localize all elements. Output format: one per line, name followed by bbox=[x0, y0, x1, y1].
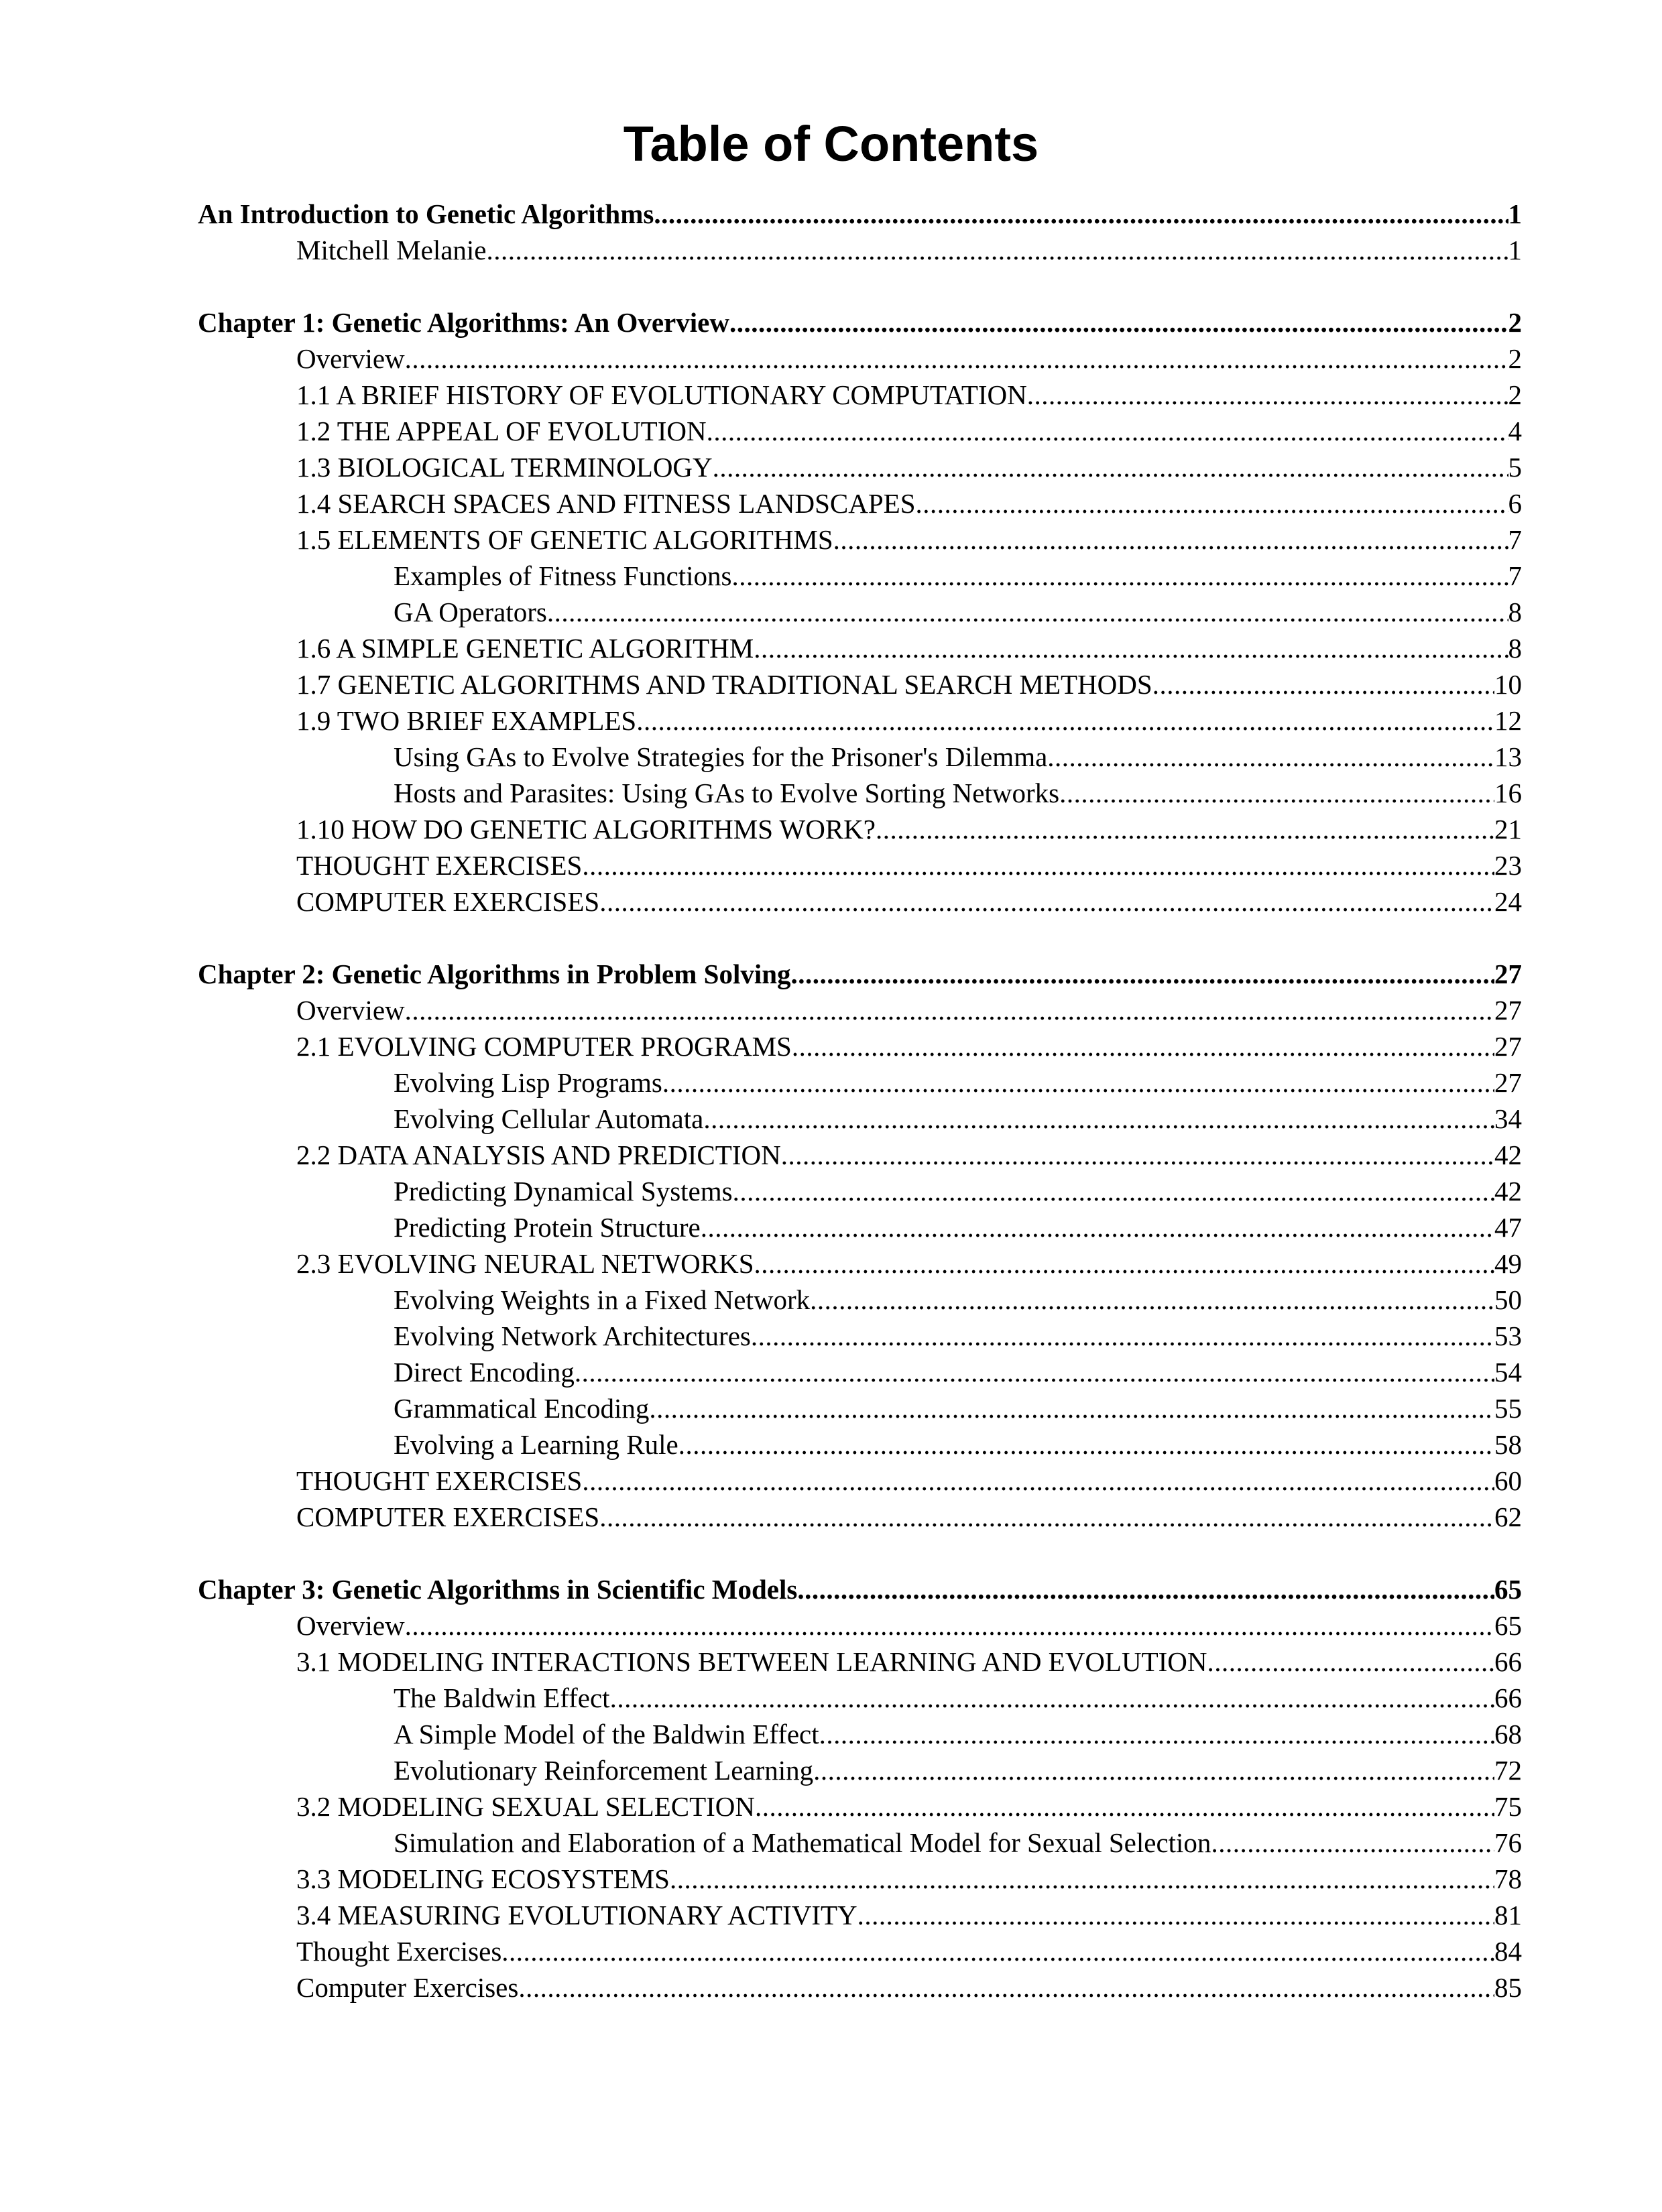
dot-leader bbox=[599, 1499, 1494, 1535]
dot-leader bbox=[487, 232, 1508, 268]
toc-page-number: 27 bbox=[1494, 1031, 1522, 1062]
dot-leader bbox=[732, 558, 1508, 594]
toc-section-entry[interactable] bbox=[198, 232, 1522, 268]
toc-page-number: 1 bbox=[1508, 235, 1522, 265]
dot-leader bbox=[813, 1752, 1494, 1788]
toc-section-entry[interactable] bbox=[198, 1644, 1522, 1680]
dot-leader bbox=[405, 341, 1508, 377]
toc-page-number: 47 bbox=[1494, 1212, 1522, 1243]
toc-page-number: 4 bbox=[1508, 416, 1522, 446]
toc-entry-title: Mitchell Melanie bbox=[296, 235, 487, 265]
toc-page-number: 76 bbox=[1494, 1827, 1522, 1858]
toc-section-entry[interactable] bbox=[198, 1028, 1522, 1064]
toc-section bbox=[198, 196, 1522, 268]
toc-entry-title: Thought Exercises bbox=[296, 1936, 502, 1967]
toc-entry-title: 2.3 EVOLVING NEURAL NETWORKS bbox=[296, 1248, 754, 1279]
dot-leader bbox=[792, 1028, 1494, 1064]
toc-entry-title: Evolutionary Reinforcement Learning bbox=[394, 1755, 814, 1786]
toc-page-number: 2 bbox=[1508, 379, 1522, 410]
toc-entry-title: Evolving Cellular Automata bbox=[394, 1103, 704, 1134]
dot-leader bbox=[678, 1426, 1494, 1463]
toc-entry-title: 1.7 GENETIC ALGORITHMS AND TRADITIONAL SEARCH METHODS bbox=[296, 669, 1152, 700]
toc-page-number: 65 bbox=[1494, 1610, 1522, 1641]
dot-leader bbox=[1152, 666, 1494, 702]
toc-subsection-entry[interactable] bbox=[198, 1825, 1522, 1861]
toc-subsection-entry[interactable] bbox=[198, 1101, 1522, 1137]
toc-page-number: 8 bbox=[1508, 597, 1522, 627]
dot-leader bbox=[1027, 377, 1508, 413]
toc-entry-title: 2.2 DATA ANALYSIS AND PREDICTION bbox=[296, 1140, 781, 1170]
dot-leader bbox=[713, 449, 1508, 485]
toc-page-number: 72 bbox=[1494, 1755, 1522, 1786]
toc-chapter-heading[interactable] bbox=[198, 196, 1522, 232]
toc-page-number: 58 bbox=[1494, 1429, 1522, 1460]
toc-entry-title: Predicting Protein Structure bbox=[394, 1212, 701, 1243]
toc-page-number: 27 bbox=[1494, 1067, 1522, 1098]
dot-leader bbox=[733, 1173, 1494, 1209]
toc-entry-title: Computer Exercises bbox=[296, 1972, 519, 2003]
toc-page-number: 12 bbox=[1494, 705, 1522, 736]
dot-leader bbox=[916, 485, 1508, 521]
toc-entry-title: Overview bbox=[296, 1610, 405, 1641]
toc-page-number: 27 bbox=[1494, 995, 1522, 1026]
dot-leader bbox=[1059, 775, 1494, 811]
toc-entry-title: The Baldwin Effect bbox=[394, 1682, 610, 1713]
toc-section-entry[interactable] bbox=[198, 449, 1522, 485]
dot-leader bbox=[547, 594, 1508, 630]
toc-entry-title: COMPUTER EXERCISES bbox=[296, 1501, 600, 1532]
toc-section-entry[interactable] bbox=[198, 1788, 1522, 1825]
dot-leader bbox=[1047, 739, 1494, 775]
toc-page-number: 7 bbox=[1508, 524, 1522, 555]
toc-entry-title: Predicting Dynamical Systems bbox=[394, 1176, 733, 1207]
dot-leader bbox=[810, 1282, 1494, 1318]
toc-chapter-heading[interactable] bbox=[198, 304, 1522, 341]
toc-entry-title: Chapter 3: Genetic Algorithms in Scientific Models bbox=[198, 1574, 798, 1605]
toc-section-entry[interactable] bbox=[198, 1499, 1522, 1535]
toc-entry-title: A Simple Model of the Baldwin Effect bbox=[394, 1719, 819, 1749]
dot-leader bbox=[575, 1354, 1494, 1390]
toc-entry-title: Evolving a Learning Rule bbox=[394, 1429, 678, 1460]
toc-section bbox=[198, 304, 1522, 920]
toc-section-entry[interactable] bbox=[198, 1861, 1522, 1897]
dot-leader bbox=[1211, 1825, 1494, 1861]
dot-leader bbox=[791, 956, 1494, 992]
toc-entry-title: 1.3 BIOLOGICAL TERMINOLOGY bbox=[296, 452, 713, 483]
toc-section-entry[interactable] bbox=[198, 992, 1522, 1028]
dot-leader bbox=[729, 304, 1508, 341]
toc-entry-title: 1.10 HOW DO GENETIC ALGORITHMS WORK? bbox=[296, 814, 876, 845]
dot-leader bbox=[751, 1318, 1494, 1354]
dot-leader bbox=[405, 992, 1494, 1028]
toc-section-entry[interactable] bbox=[198, 413, 1522, 449]
dot-leader bbox=[876, 811, 1494, 847]
toc-page-number: 75 bbox=[1494, 1791, 1522, 1822]
toc-page-number: 62 bbox=[1494, 1501, 1522, 1532]
toc-page-number: 1 bbox=[1508, 198, 1522, 229]
toc-page-number: 78 bbox=[1494, 1863, 1522, 1894]
toc-page-number: 66 bbox=[1494, 1682, 1522, 1713]
toc-entry-title: Evolving Lisp Programs bbox=[394, 1067, 662, 1098]
toc-page-number: 16 bbox=[1494, 778, 1522, 808]
toc-entry-title: 3.2 MODELING SEXUAL SELECTION bbox=[296, 1791, 756, 1822]
toc-entry-title: 3.4 MEASURING EVOLUTIONARY ACTIVITY bbox=[296, 1900, 857, 1930]
toc-section-entry[interactable] bbox=[198, 341, 1522, 377]
toc-page-number: 53 bbox=[1494, 1320, 1522, 1351]
toc-subsection-entry[interactable] bbox=[198, 1354, 1522, 1390]
dot-leader bbox=[636, 702, 1494, 739]
toc-entry-title: Direct Encoding bbox=[394, 1357, 575, 1388]
dot-leader bbox=[405, 1607, 1494, 1644]
toc-entry-title: Using GAs to Evolve Strategies for the Prisoner's Dilemma bbox=[394, 741, 1048, 772]
dot-leader bbox=[857, 1897, 1494, 1933]
table-of-contents bbox=[198, 196, 1522, 2006]
toc-section-entry[interactable] bbox=[198, 377, 1522, 413]
toc-page-number: 42 bbox=[1494, 1140, 1522, 1170]
toc-page-number: 60 bbox=[1494, 1465, 1522, 1496]
toc-section-entry[interactable] bbox=[198, 630, 1522, 666]
toc-entry-title: An Introduction to Genetic Algorithms bbox=[198, 198, 654, 229]
toc-entry-title: Grammatical Encoding bbox=[394, 1393, 650, 1424]
toc-entry-title: THOUGHT EXERCISES bbox=[296, 1465, 583, 1496]
toc-entry-title: GA Operators bbox=[394, 597, 547, 627]
toc-entry-title: 3.1 MODELING INTERACTIONS BETWEEN LEARNING AND EVOLUTION bbox=[296, 1646, 1207, 1677]
toc-section-entry[interactable] bbox=[198, 1245, 1522, 1282]
dot-leader bbox=[781, 1137, 1494, 1173]
toc-section-entry[interactable] bbox=[198, 1897, 1522, 1933]
dot-leader bbox=[797, 1571, 1494, 1607]
toc-section bbox=[198, 1571, 1522, 2006]
toc-page-number: 49 bbox=[1494, 1248, 1522, 1279]
dot-leader bbox=[754, 1245, 1494, 1282]
toc-page-number: 68 bbox=[1494, 1719, 1522, 1749]
toc-page-number: 84 bbox=[1494, 1936, 1522, 1967]
toc-chapter-heading[interactable] bbox=[198, 956, 1522, 992]
toc-entry-title: COMPUTER EXERCISES bbox=[296, 886, 600, 917]
dot-leader bbox=[662, 1064, 1494, 1101]
dot-leader bbox=[610, 1680, 1494, 1716]
dot-leader bbox=[755, 1788, 1494, 1825]
toc-page-number: 8 bbox=[1508, 633, 1522, 664]
toc-page-number: 42 bbox=[1494, 1176, 1522, 1207]
toc-entry-title: 1.4 SEARCH SPACES AND FITNESS LANDSCAPES bbox=[296, 488, 916, 519]
toc-subsection-entry[interactable] bbox=[198, 1064, 1522, 1101]
page-title: Table of Contents bbox=[623, 116, 1039, 172]
toc-entry-title: 3.3 MODELING ECOSYSTEMS bbox=[296, 1863, 670, 1894]
toc-page-number: 2 bbox=[1508, 307, 1522, 338]
toc-section bbox=[198, 956, 1522, 1535]
toc-subsection-entry[interactable] bbox=[198, 1318, 1522, 1354]
toc-section-entry[interactable] bbox=[198, 702, 1522, 739]
toc-page-number: 21 bbox=[1494, 814, 1522, 845]
toc-subsection-entry[interactable] bbox=[198, 594, 1522, 630]
toc-entry-title: 1.1 A BRIEF HISTORY OF EVOLUTIONARY COMPUTATION bbox=[296, 379, 1027, 410]
toc-page-number: 55 bbox=[1494, 1393, 1522, 1424]
toc-section-entry[interactable] bbox=[198, 1463, 1522, 1499]
toc-entry-title: Evolving Weights in a Fixed Network bbox=[394, 1284, 811, 1315]
toc-subsection-entry[interactable] bbox=[198, 558, 1522, 594]
toc-page-number: 34 bbox=[1494, 1103, 1522, 1134]
toc-entry-title: 2.1 EVOLVING COMPUTER PROGRAMS bbox=[296, 1031, 792, 1062]
dot-leader bbox=[501, 1933, 1494, 1969]
dot-leader bbox=[654, 196, 1508, 232]
toc-page-number: 23 bbox=[1494, 850, 1522, 881]
dot-leader bbox=[754, 630, 1508, 666]
dot-leader bbox=[649, 1390, 1494, 1426]
toc-subsection-entry[interactable] bbox=[198, 739, 1522, 775]
toc-page-number: 85 bbox=[1494, 1972, 1522, 2003]
toc-subsection-entry[interactable] bbox=[198, 1282, 1522, 1318]
toc-page-number: 10 bbox=[1494, 669, 1522, 700]
toc-section-entry[interactable] bbox=[198, 521, 1522, 558]
toc-section-entry[interactable] bbox=[198, 811, 1522, 847]
dot-leader bbox=[582, 847, 1494, 883]
toc-subsection-entry[interactable] bbox=[198, 1173, 1522, 1209]
dot-leader bbox=[518, 1969, 1494, 2006]
toc-section-entry[interactable] bbox=[198, 1607, 1522, 1644]
dot-leader bbox=[701, 1209, 1494, 1245]
toc-entry-title: Chapter 2: Genetic Algorithms in Problem Solving bbox=[198, 959, 791, 989]
toc-subsection-entry[interactable] bbox=[198, 775, 1522, 811]
toc-page-number: 5 bbox=[1508, 452, 1522, 483]
toc-entry-title: Hosts and Parasites: Using GAs to Evolve Sorting Networks bbox=[394, 778, 1060, 808]
toc-section-entry[interactable] bbox=[198, 485, 1522, 521]
toc-subsection-entry[interactable] bbox=[198, 1426, 1522, 1463]
toc-entry-title: 1.2 THE APPEAL OF EVOLUTION bbox=[296, 416, 707, 446]
toc-entry-title: THOUGHT EXERCISES bbox=[296, 850, 583, 881]
toc-page-number: 65 bbox=[1494, 1574, 1522, 1605]
toc-page-number: 66 bbox=[1494, 1646, 1522, 1677]
toc-page-number: 7 bbox=[1508, 560, 1522, 591]
toc-chapter-heading[interactable] bbox=[198, 1571, 1522, 1607]
toc-subsection-entry[interactable] bbox=[198, 1209, 1522, 1245]
toc-subsection-entry[interactable] bbox=[198, 1716, 1522, 1752]
toc-page-number: 81 bbox=[1494, 1900, 1522, 1930]
toc-subsection-entry[interactable] bbox=[198, 1680, 1522, 1716]
toc-page-number: 6 bbox=[1508, 488, 1522, 519]
toc-page-number: 50 bbox=[1494, 1284, 1522, 1315]
toc-entry-title: Examples of Fitness Functions bbox=[394, 560, 732, 591]
dot-leader bbox=[703, 1101, 1494, 1137]
toc-entry-title: 1.9 TWO BRIEF EXAMPLES bbox=[296, 705, 637, 736]
toc-entry-title: 1.6 A SIMPLE GENETIC ALGORITHM bbox=[296, 633, 754, 664]
toc-entry-title: Evolving Network Architectures bbox=[394, 1320, 751, 1351]
dot-leader bbox=[670, 1861, 1494, 1897]
toc-section-entry[interactable] bbox=[198, 1137, 1522, 1173]
dot-leader bbox=[819, 1716, 1494, 1752]
toc-entry-title: Overview bbox=[296, 995, 405, 1026]
dot-leader bbox=[599, 883, 1494, 920]
toc-page-number: 13 bbox=[1494, 741, 1522, 772]
toc-entry-title: Simulation and Elaboration of a Mathematical Model for Sexual Selection bbox=[394, 1827, 1211, 1858]
toc-subsection-entry[interactable] bbox=[198, 1752, 1522, 1788]
toc-entry-title: Overview bbox=[296, 343, 405, 374]
toc-section-entry[interactable] bbox=[198, 883, 1522, 920]
toc-section-entry[interactable] bbox=[198, 666, 1522, 702]
toc-page-number: 2 bbox=[1508, 343, 1522, 374]
toc-subsection-entry[interactable] bbox=[198, 1390, 1522, 1426]
toc-page-number: 24 bbox=[1494, 886, 1522, 917]
dot-leader bbox=[1207, 1644, 1494, 1680]
toc-section-entry[interactable] bbox=[198, 1933, 1522, 1969]
toc-entry-title: 1.5 ELEMENTS OF GENETIC ALGORITHMS bbox=[296, 524, 833, 555]
toc-entry-title: Chapter 1: Genetic Algorithms: An Overview bbox=[198, 307, 729, 338]
toc-page-number: 54 bbox=[1494, 1357, 1522, 1388]
toc-page-number: 27 bbox=[1494, 959, 1522, 989]
toc-section-entry[interactable] bbox=[198, 1969, 1522, 2006]
toc-section-entry[interactable] bbox=[198, 847, 1522, 883]
dot-leader bbox=[833, 521, 1508, 558]
dot-leader bbox=[707, 413, 1508, 449]
dot-leader bbox=[582, 1463, 1494, 1499]
